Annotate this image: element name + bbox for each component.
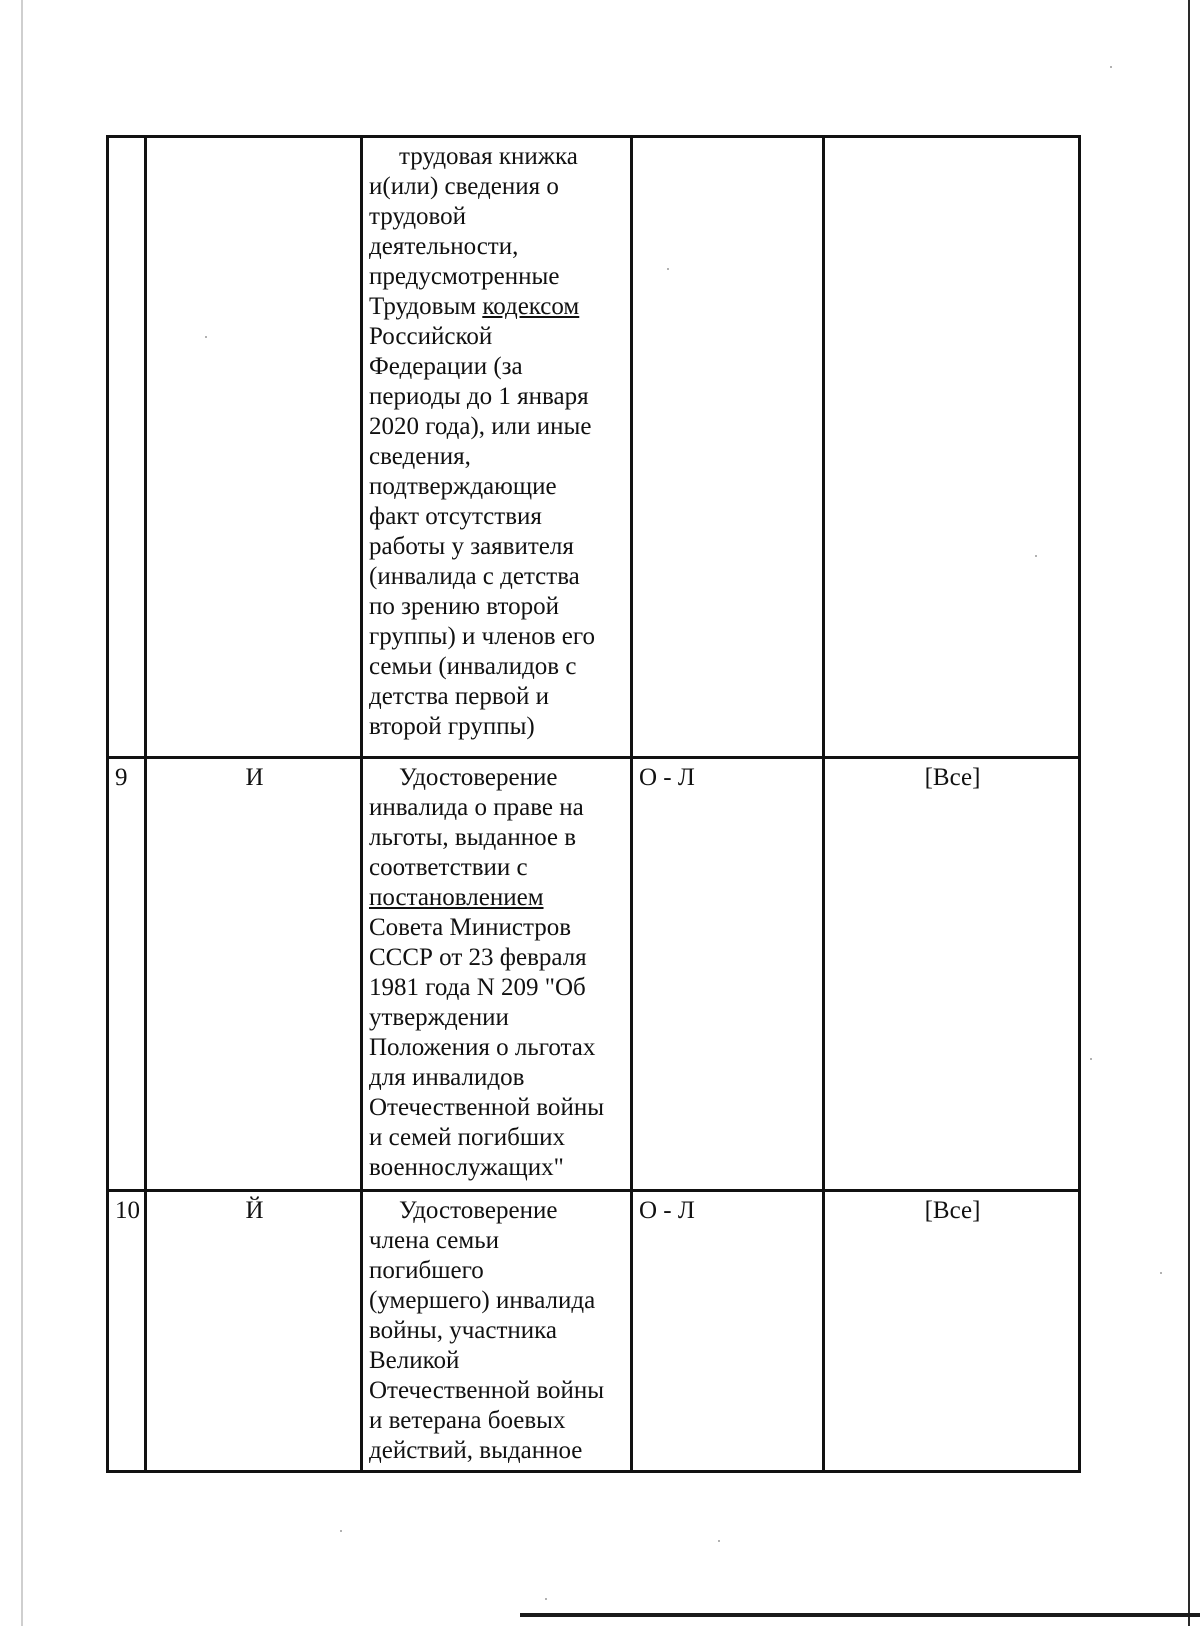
row-number-cell: 9	[108, 758, 146, 1191]
applicability-cell	[824, 137, 1080, 758]
scan-speck	[545, 1598, 547, 1600]
document-description-cell	[362, 758, 632, 1191]
scan-speck	[340, 1530, 342, 1532]
description-text	[369, 1196, 626, 1466]
scan-speck	[718, 1540, 720, 1542]
description-part: Удостоверение члена семьи погибшего (умершего) инвалида войны, участника Великой Отечественной войны и ветерана боевых действий, выданное	[369, 1197, 605, 1464]
applicability-cell: [Все]	[824, 758, 1080, 1191]
category-letter-cell	[146, 137, 362, 758]
table-row	[108, 137, 1080, 758]
description-part: Российской Федерации (за периоды до 1 января 2020 года), или иные сведения, подтверждающие факт отсутствия работы у заявителя (инвалида с детства по зрению второй группы) и членов его семьи (инвалидов с детства первой и второй группы)	[369, 323, 595, 740]
category-letter-cell: Й	[146, 1191, 362, 1472]
document-description-cell	[362, 137, 632, 758]
resolution-link[interactable]: постановлением	[369, 884, 544, 911]
benefits-document-table	[106, 135, 1081, 1473]
description-part: Удостоверение инвалида о праве на льготы, выданное в соответствии с	[369, 764, 584, 881]
scan-left-edge	[21, 0, 23, 1626]
row-number-cell: 10	[108, 1191, 146, 1472]
table-row	[108, 758, 1080, 1191]
table-row	[108, 1191, 1080, 1472]
scan-bottom-edge	[520, 1613, 1200, 1617]
code-cell: О - Л	[632, 758, 824, 1191]
description-part: трудовая книжка и(или) сведения о трудовой деятельности, предусмотренные Трудовым	[369, 143, 578, 320]
description-text	[369, 142, 626, 742]
category-letter-cell: И	[146, 758, 362, 1191]
description-text	[369, 763, 626, 1183]
code-cell: О - Л	[632, 1191, 824, 1472]
description-part: Совета Министров СССР от 23 февраля 1981 года N 209 "Об утверждении Положения о льготах для инвалидов Отечественной войны и семей погибших военнослужащих"	[369, 914, 605, 1181]
scan-speck	[1090, 1058, 1092, 1060]
document-description-cell	[362, 1191, 632, 1472]
applicability-cell: [Все]	[824, 1191, 1080, 1472]
row-number-cell	[108, 137, 146, 758]
labor-code-link[interactable]: кодексом	[482, 293, 580, 320]
scan-right-edge	[1188, 0, 1190, 1626]
scan-speck	[1110, 66, 1112, 68]
code-cell	[632, 137, 824, 758]
scan-speck	[1160, 1272, 1162, 1274]
